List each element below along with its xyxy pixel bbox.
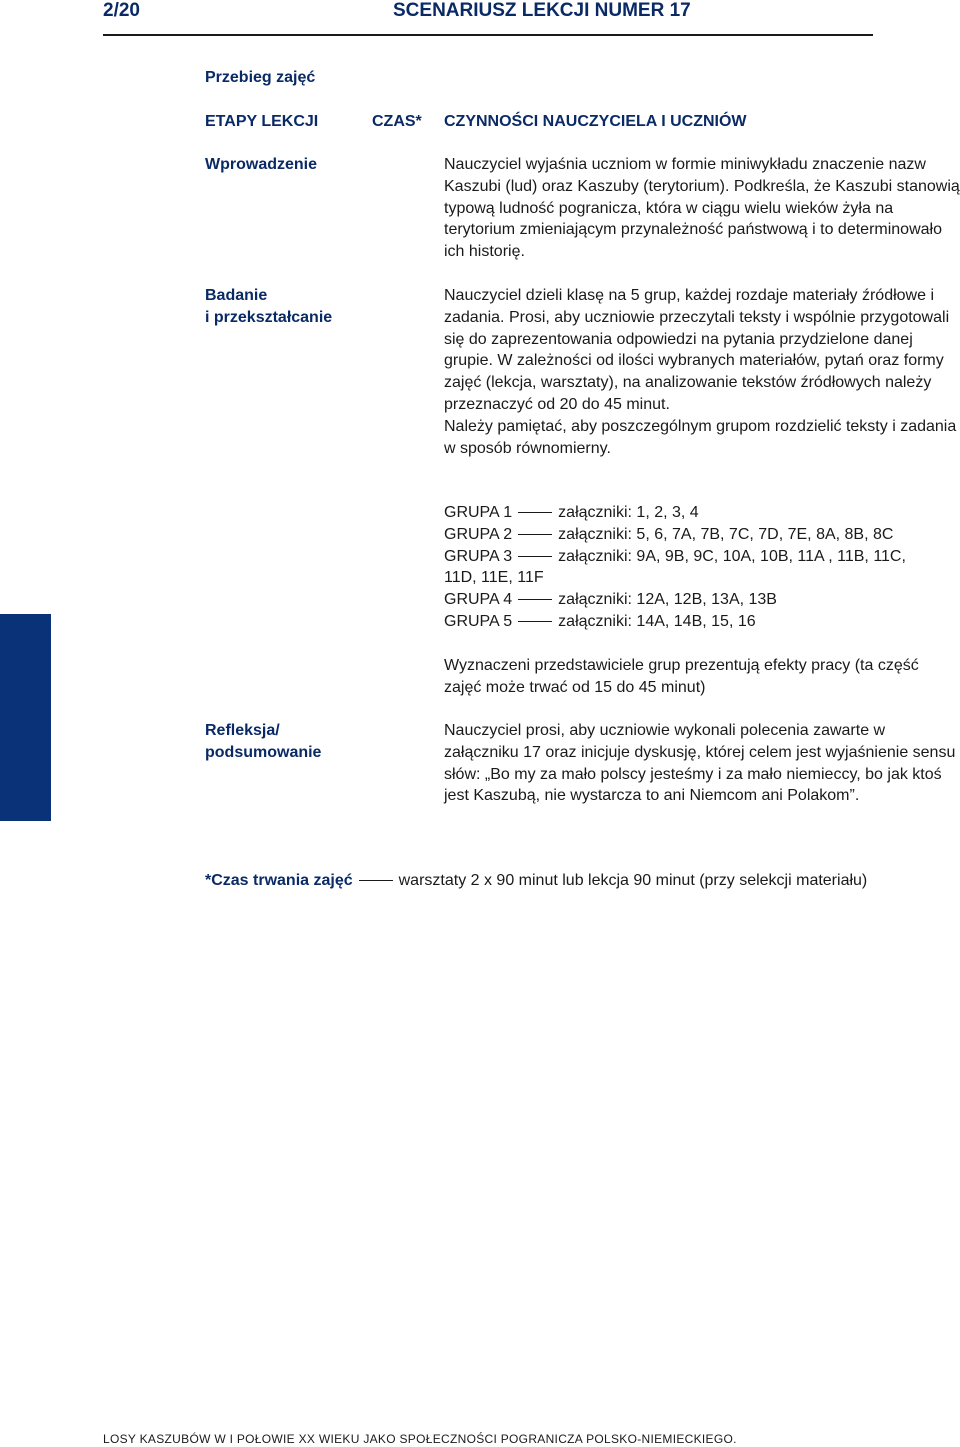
column-header-activities: CZYNNOŚCI NAUCZYCIELA I UCZNIÓW [444,113,747,130]
group-label: GRUPA 2 [444,525,513,543]
research-paragraph-1: Nauczyciel dzieli klasę na 5 grup, każdej rozdaje materiały źródłowe i zadania. Prosi, aby uczniowie przeczytali teksty i wspólnie przygotowali się do zaprezentowania odpowiedzi na pytania przydzielone danej grupie. W zależności od ilości wybranych materiałów, pytań oraz formy zajęć (lekcja, warsztaty), na analizowanie tekstów źródłowych należy przeznaczyć od 20 do 45 minut. [444,287,950,413]
scenario-title: SCENARIUSZ LEKCJI NUMER 17 [393,0,691,21]
dash-separator [518,534,552,535]
group-items: załączniki: 14A, 14B, 15, 16 [558,612,756,630]
page-number: 2/20 [103,0,140,21]
column-header-time: CZAS* [372,113,422,130]
dash-separator [518,556,552,557]
stage-introduction-label: Wprowadzenie [205,156,318,173]
stage-research-text [444,285,960,459]
reflection-paragraph: Nauczyciel prosi, aby uczniowie wykonali polecenia zawarte w załączniku 17 oraz inicjuje dyskusję, której celem jest wyjaśnienie sensu słów: „Bo my za mało polscy jesteśmy i za mało niemieccy, bo jak ktoś jest Kaszubą, nie wystarcza to ani Niemcom ani Polakom”. [444,722,956,805]
group-label: GRUPA 1 [444,504,513,521]
dash-separator [518,512,552,513]
group-label: GRUPA 4 [444,591,513,609]
side-accent-bar [0,614,51,821]
stage-research-label-line2: i przekształcanie [205,309,333,326]
research-presentation-text [444,655,960,699]
stage-reflection-text [444,720,960,807]
footnote-text: warsztaty 2 x 90 minut lub lekcja 90 minut (przy selekcji materiału) [398,872,868,889]
group-label: GRUPA 3 [444,547,513,565]
footnote [205,872,867,890]
group-items: załączniki: 9A, 9B, 9C, 10A, 10B, 11A , 11B, 11C, [558,547,906,565]
stage-research-label [205,285,375,329]
research-paragraph-2: Należy pamiętać, aby poszczególnym grupom rozdzielić teksty i zadania w sposób równomierny. [444,417,957,457]
group-row [444,546,960,568]
group-label: GRUPA 5 [444,612,513,630]
footer-text: LOSY KASZUBÓW W I POŁOWIE XX WIEKU JAKO SPOŁECZNOŚCI POGRANICZA POLSKO-NIEMIECKIEGO. [103,1432,737,1446]
footnote-label: *Czas trwania zajęć [205,872,353,889]
dash-separator [359,880,393,881]
column-header-stages: ETAPY LEKCJI [205,113,319,130]
group-items: załączniki: 5, 6, 7A, 7B, 7C, 7D, 7E, 8A, 8B, 8C [558,525,894,543]
section-title: Przebieg zajęć [205,69,316,86]
group-row [444,611,960,633]
group-row [444,524,960,546]
stage-reflection-label [205,720,375,764]
stage-research-label-line1: Badanie [205,287,268,304]
dash-separator [518,621,552,622]
group-items: załączniki: 12A, 12B, 13A, 13B [558,591,777,609]
group-row [444,589,960,611]
group-row [444,502,960,524]
stage-reflection-label-line2: podsumowanie [205,744,322,761]
group-row-continued: 11D, 11E, 11F [444,569,544,587]
group-list [444,502,960,633]
stage-introduction-text [444,154,960,263]
research-paragraph-3: Wyznaczeni przedstawiciele grup prezentują efekty pracy (ta część zajęć może trwać od 15 do 45 minut) [444,657,919,696]
stage-reflection-label-line1: Refleksja/ [205,722,280,739]
group-items: załączniki: 1, 2, 3, 4 [558,504,699,521]
stage-introduction-paragraph: Nauczyciel wyjaśnia uczniom w formie miniwykładu znaczenie nazw Kaszubi (lud) oraz Kaszuby (terytorium). Podkreśla, że Kaszubi stanowią typową ludność pogranicza, która w ciągu wielu wieków żyła na terytorium zmieniającym przynależność państwową i to determinowało ich historię. [444,156,960,261]
dash-separator [518,599,552,600]
